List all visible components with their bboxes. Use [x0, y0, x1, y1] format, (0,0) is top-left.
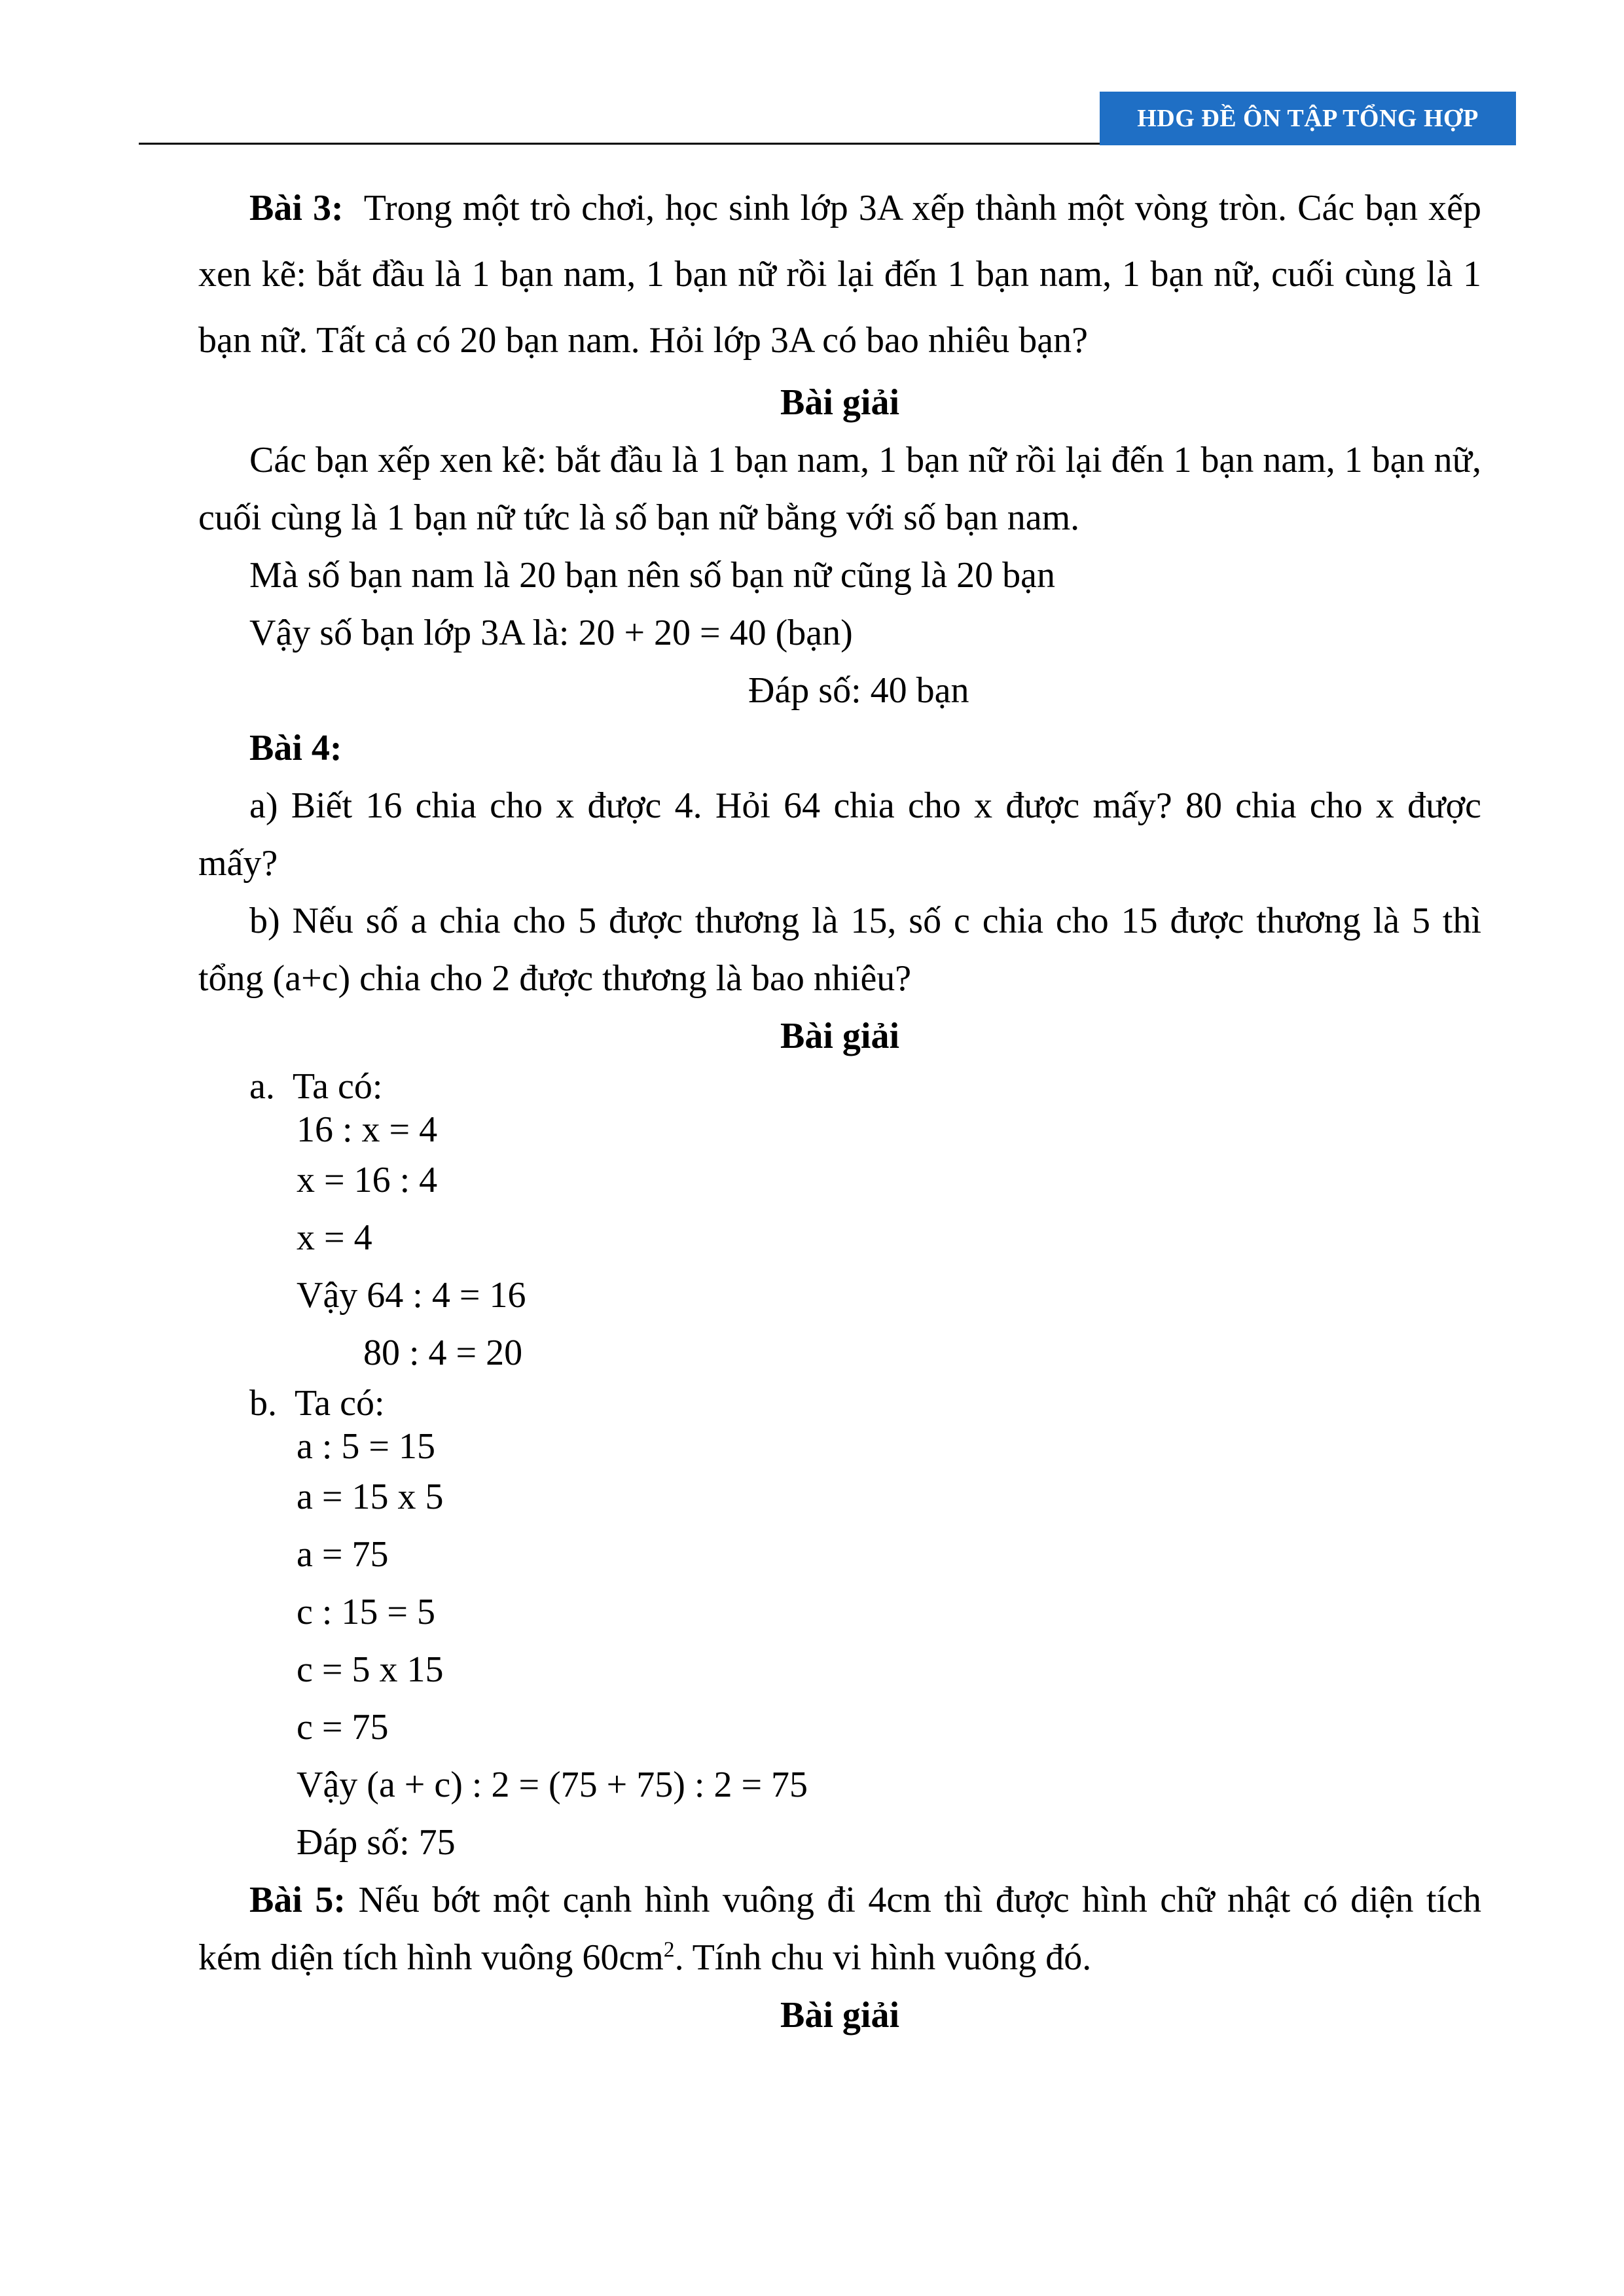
bai4-b-line: c = 5 x 15	[297, 1649, 444, 1690]
bai4-b-marker: b.	[249, 1383, 277, 1424]
bai5-superscript: 2	[663, 1937, 675, 1962]
bai3-problem	[198, 175, 1481, 374]
bai3-solution-p1: Các bạn xếp xen kẽ: bắt đầu là 1 bạn nam, 1 bạn nữ rồi lại đến 1 bạn nam, 1 bạn nữ, cuối cùng là 1 bạn nữ tức là số bạn nữ bằng với số bạn nam.	[198, 440, 1481, 538]
bai4-b-line: a : 5 = 15	[297, 1426, 435, 1467]
bai4-a-marker: a.	[249, 1066, 275, 1107]
bai4-b-line: a = 75	[297, 1534, 389, 1575]
bai4-a-head	[198, 1065, 1481, 1108]
bai5-text-after: . Tính chu vi hình vuông đó.	[674, 1937, 1092, 1978]
bai4-a-line: x = 16 : 4	[297, 1160, 438, 1200]
bai5-label: Bài 5:	[249, 1880, 346, 1920]
bai4-b-head	[198, 1382, 1481, 1425]
header-banner	[1100, 92, 1516, 145]
bai4-a-line: Vậy 64 : 4 = 16	[297, 1275, 526, 1316]
bai4-part-b: b) Nếu số a chia cho 5 được thương là 15, số c chia cho 15 được thương là 5 thì tổng (a+c) chia cho 2 được thương là bao nhiêu?	[198, 901, 1481, 999]
bai4-part-a: a) Biết 16 chia cho x được 4. Hỏi 64 chia cho x được mấy? 80 chia cho x được mấy?	[198, 785, 1481, 884]
bai3-solution-p3: Vậy số bạn lớp 3A là: 20 + 20 = 40 (bạn)	[249, 613, 853, 653]
bai4-a-last: 80 : 4 = 20	[363, 1333, 523, 1373]
bai4-b-line: a = 15 x 5	[297, 1477, 444, 1517]
bai3-answer: Đáp số: 40 bạn	[748, 670, 969, 711]
bai4-a-head-text: Ta có:	[292, 1066, 383, 1107]
bai3-label: Bài 3:	[249, 188, 344, 228]
bai4-a-line: x = 4	[297, 1217, 372, 1258]
bai4-solution-title: Bài giải	[780, 1016, 900, 1056]
bai4-label: Bài 4:	[249, 728, 342, 768]
bai5-text-before: Nếu bớt một cạnh hình vuông đi 4cm thì được hình chữ nhật có diện tích kém diện tích hình vuông 60cm	[198, 1880, 1482, 1978]
bai4-b-line: Vậy (a + c) : 2 = (75 + 75) : 2 = 75	[297, 1765, 808, 1805]
bai4-b-line: c = 75	[297, 1707, 389, 1748]
bai4-b-line: c : 15 = 5	[297, 1592, 435, 1632]
bai3-solution-p2: Mà số bạn nam là 20 bạn nên số bạn nữ cũng là 20 bạn	[249, 555, 1055, 596]
document-body	[198, 175, 1481, 2044]
header-title: HDG ĐỀ ÔN TẬP TỔNG HỢP	[1137, 105, 1479, 132]
bai4-b-line: Đáp số: 75	[297, 1822, 456, 1863]
bai3-text: Trong một trò chơi, học sinh lớp 3A xếp thành một vòng tròn. Các bạn xếp xen kẽ: bắt đầu là 1 bạn nam, 1 bạn nữ rồi lại đến 1 bạn nam, 1 bạn nữ, cuối cùng là 1 bạn nữ. Tất cả có 20 bạn nam. Hỏi lớp 3A có bao nhiêu bạn?	[198, 188, 1481, 361]
bai3-solution-title: Bài giải	[780, 382, 900, 423]
bai4-a-line: 16 : x = 4	[297, 1109, 438, 1150]
bai5-problem	[198, 1871, 1481, 1986]
bai5-solution-title: Bài giải	[780, 1995, 900, 2036]
bai4-b-head-text: Ta có:	[295, 1383, 385, 1424]
